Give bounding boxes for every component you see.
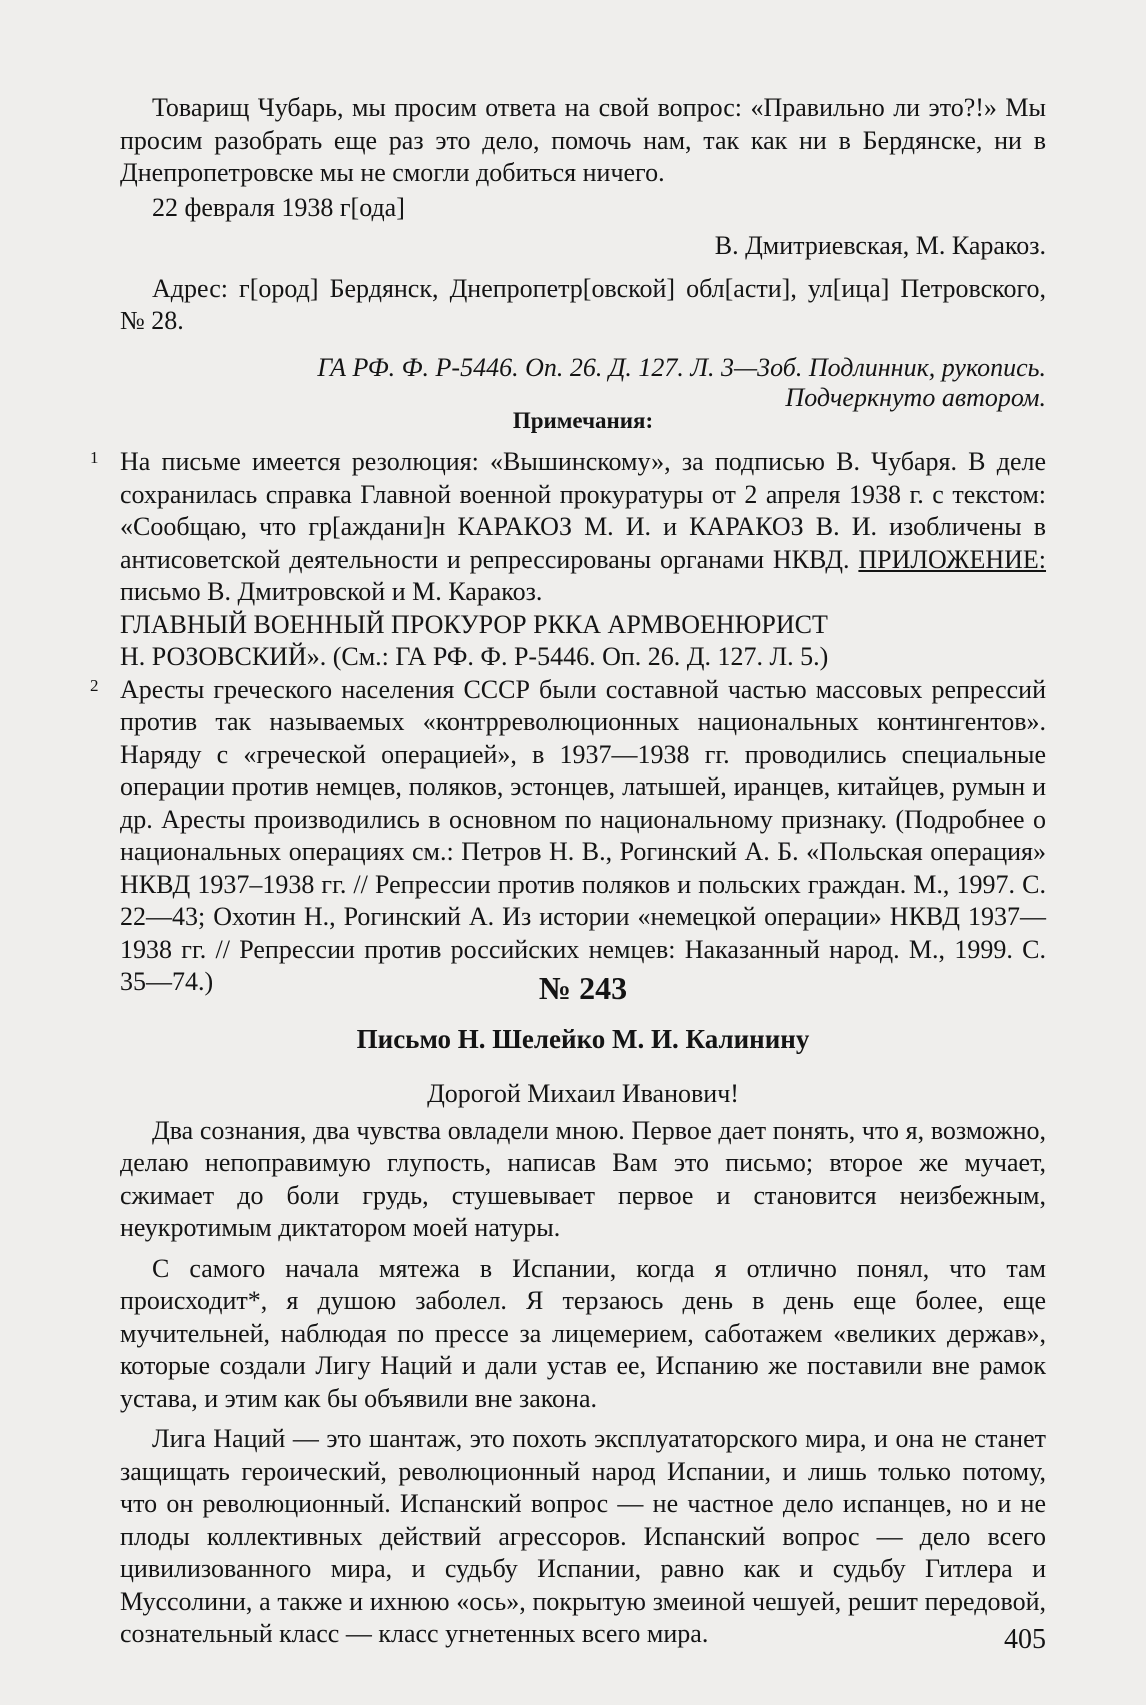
archive-source: ГА РФ. Ф. Р-5446. Оп. 26. Д. 127. Л. 3—3об. Подлинник, рукопись. [317,352,1046,382]
letter-signature: В. Дмитриевская, М. Каракоз. [714,231,1046,260]
document-243 [120,968,1046,1651]
footnote-1-signature-line-2: Н. РОЗОВСКИЙ». (См.: ГА РФ. Ф. Р-5446. Оп. 26. Д. 127. Л. 5.) [120,642,829,671]
letter-closing [120,92,1046,415]
footnote-1-signature-line-1: ГЛАВНЫЙ ВОЕННЫЙ ПРОКУРОР РККА АРМВОЕНЮРИСТ [120,609,828,639]
footnote-1-tail: письмо В. Дмитровской и М. Каракоз. [120,577,543,606]
footnote-2 [90,674,1046,999]
letter-date: 22 февраля 1938 г[ода] [152,192,405,222]
footnote-1-text: На письме имеется резолюция: «Вышинскому», за подписью В. Чубаря. В деле сохранилась справка Главной военной прокуратуры от 2 апреля 1938 г. с текстом: «Сообщаю, что гр[аждани]н КАРАКОЗ М. И. и КАРАКОЗ В. И. изобличены в антисоветской деятельности и репрессированы органами НКВД. [120,447,1046,574]
salutation: Дорогой Михаил Иванович! [427,1079,739,1108]
notes-heading: Примечания: [512,408,654,433]
document-title: Письмо Н. Шелейко М. И. Калинину [356,1024,810,1054]
page-number: 405 [1004,1624,1046,1655]
body-paragraph-3: Лига Наций — это шантаж, это похоть эксплуататорского мира, и она не станет защищать героический, революционный народ Испании, и лишь только потому, что он революционный. Испанский вопрос — не частное дело испанцев, но и не плоды коллективных действий агрессоров. Испанский вопрос — дело всего цивилизованного мира, и судьбу Испании, равно как и судьбу Гитлера и Муссолини, а также и ихнюю «ось», покрытую змеиной чешуей, решит передовой, сознательный класс — класс угнетенных всего мира. [120,1424,1046,1648]
body-paragraph-1: Два сознания, два чувства овладели мною. Первое дает понять, что я, возможно, делаю непоправимую глупость, написав Вам это письмо; второе же мучает, сжимает до боли грудь, стушевывает первое и становится неизбежным, неукротимым диктатором моей натуры. [120,1115,1046,1242]
underline-remark: Подчеркнуто автором. [785,383,1046,412]
footnote-1-mark: 1 [90,448,99,467]
footnote-2-mark: 2 [90,675,99,695]
body-paragraph-2: С самого начала мятежа в Испании, когда я отлично понял, что там происходит*, я душою заболел. Я терзаюсь день в день еще более, еще мучительней, наблюдая по прессе за лицемерием, саботажем «великих держав», которые создали Лигу Наций и дали устав ее, Испанию же поставили вне рамок устава, и этим как бы объявили вне закона. [120,1253,1046,1413]
footnote-1-appendix: ПРИЛОЖЕНИЕ: [858,544,1047,574]
document-number: № 243 [538,970,628,1006]
letter-address: Адрес: г[ород] Бердянск, Днепропетр[овской] обл[асти], ул[ица] Петровского, № 28. [120,273,1046,335]
notes-section [90,408,1047,999]
letter-last-paragraph: Товарищ Чубарь, мы просим ответа на свой вопрос: «Правильно ли это?!» Мы просим разобрать еще раз это дело, помочь нам, так как ни в Бердянске, ни в Днепропетровске мы не смогли добиться ничего. [120,93,1046,187]
footnote-2-text: Аресты греческого населения СССР были составной частью массовых репрессий против так называемых «контрреволюционных национальных контингентов». Наряду с «греческой операцией», в 1937—1938 гг. проводились специальные операции против немцев, поляков, эстонцев, латышей, иранцев, китайцев, румын и др. Аресты производились в основном по национальному признаку. (Подробнее о национальных операциях см.: Петров Н. В., Рогинский А. Б. «Польская операция» НКВД 1937–1938 гг. // Репрессии против поляков и польских граждан. М., 1997. С. 22—43; Охотин Н., Рогинский А. Из истории «немецкой операции» НКВД 1937—1938 гг. // Репрессии против российских немцев: Наказанный народ. М., 1999. С. 35—74.) [120,674,1046,996]
footnote-1 [90,446,1047,609]
